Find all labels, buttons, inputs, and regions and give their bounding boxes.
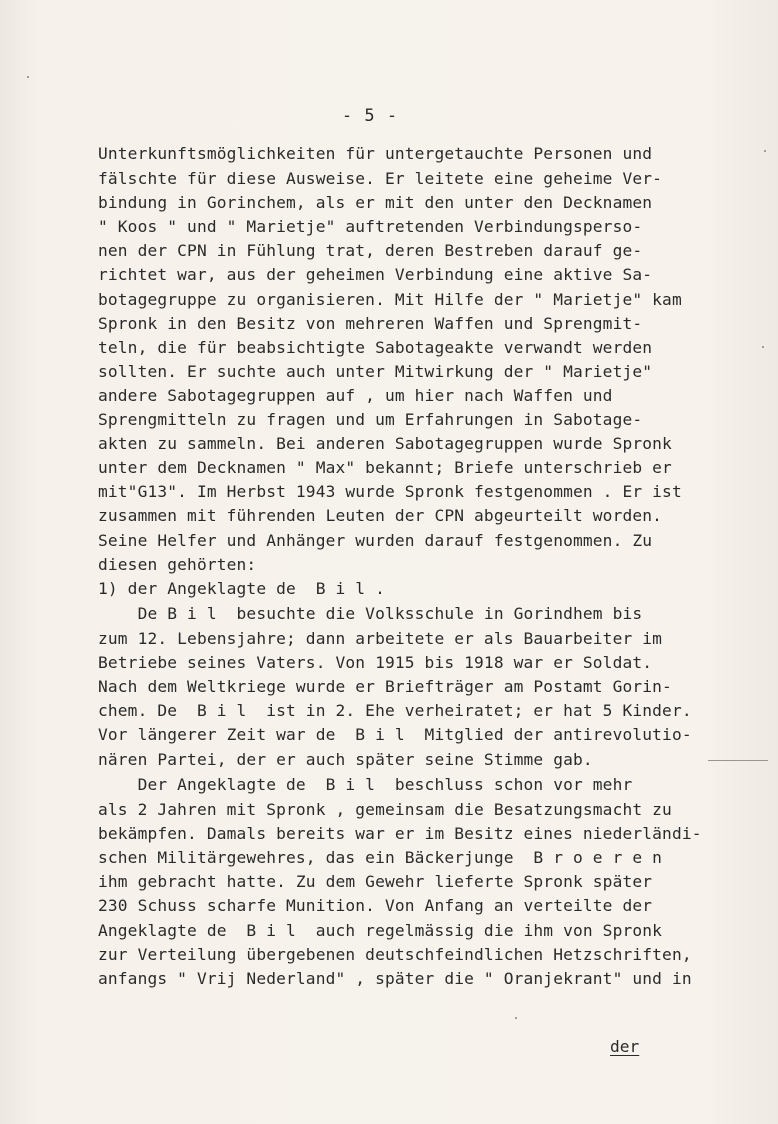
page-number: - 5 - [341, 106, 399, 126]
text-line: Der Angeklagte de B i l beschluss schon vor mehr [98, 775, 633, 794]
text-line: Sprengmitteln zu fragen und um Erfahrungen in Sabotage- [98, 410, 643, 429]
text-line: Seine Helfer und Anhänger wurden darauf festgenommen. Zu [98, 531, 653, 550]
text-line: nen der CPN in Fühlung trat, deren Bestreben darauf ge- [98, 241, 643, 260]
text-line: bekämpfen. Damals bereits war er im Besitz eines niederländi- [98, 824, 702, 843]
text-line: Angeklagte de B i l auch regelmässig die ihm von Spronk [98, 921, 663, 940]
text-line: ihm gebracht hatte. Zu dem Gewehr lieferte Spronk später [98, 872, 653, 891]
text-line: andere Sabotagegruppen auf , um hier nach Waffen und [98, 386, 613, 405]
text-line: fälschte für diese Ausweise. Er leitete eine geheime Ver- [98, 169, 663, 188]
text-line: zusammen mit führenden Leuten der CPN abgeurteilt worden. [98, 506, 663, 525]
paper-speck [27, 76, 29, 78]
text-line: unter dem Decknamen " Max" bekannt; Briefe unterschrieb er [98, 458, 672, 477]
text-line: nären Partei, der er auch später seine Stimme gab. [98, 750, 593, 769]
text-line: diesen gehörten: [98, 555, 257, 574]
text-line: Spronk in den Besitz von mehreren Waffen und Sprengmit- [98, 314, 643, 333]
text-line: zum 12. Lebensjahre; dann arbeitete er als Bauarbeiter im [98, 629, 663, 648]
text-line: teln, die für beabsichtigte Sabotageakte verwandt werden [98, 338, 653, 357]
text-line: anfangs " Vrij Nederland" , später die " Oranjekrant" und in [98, 969, 692, 988]
text-line: mit"G13". Im Herbst 1943 wurde Spronk festgenommen . Er ist [98, 482, 682, 501]
text-line: " Koos " und " Marietje" auftretenden Verbindungsperso- [98, 217, 643, 236]
text-line: schen Militärgewehres, das ein Bäckerjunge B r o e r e n [98, 848, 663, 867]
text-line: als 2 Jahren mit Spronk , gemeinsam die Besatzungsmacht zu [98, 800, 672, 819]
text-line: 1) der Angeklagte de B i l . [98, 579, 385, 598]
text-line: akten zu sammeln. Bei anderen Sabotagegruppen wurde Spronk [98, 434, 672, 453]
text-line: botagegruppe zu organisieren. Mit Hilfe der " Marietje" kam [98, 290, 682, 309]
text-line: zur Verteilung übergebenen deutschfeindlichen Hetzschriften, [98, 945, 692, 964]
text-line: Betriebe seines Vaters. Von 1915 bis 1918 war er Soldat. [98, 653, 653, 672]
paper-speck [515, 1017, 517, 1019]
margin-mark [708, 760, 768, 761]
text-line: sollten. Er suchte auch unter Mitwirkung der " Marietje" [98, 362, 653, 381]
paper-speck [762, 346, 764, 348]
catchword: der [610, 1037, 640, 1056]
text-line: De B i l besuchte die Volksschule in Gorindhem bis [98, 604, 643, 623]
text-line: Vor längerer Zeit war de B i l Mitglied der antirevolutio- [98, 725, 692, 744]
text-line: richtet war, aus der geheimen Verbindung eine aktive Sa- [98, 265, 653, 284]
text-line: chem. De B i l ist in 2. Ehe verheiratet; er hat 5 Kinder. [98, 701, 692, 720]
text-line: 230 Schuss scharfe Munition. Von Anfang an verteilte der [98, 896, 653, 915]
paper-speck [764, 150, 766, 152]
text-line: bindung in Gorinchem, als er mit den unter den Decknamen [98, 193, 653, 212]
text-line: Unterkunftsmöglichkeiten für untergetauchte Personen und [98, 144, 653, 163]
text-line: Nach dem Weltkriege wurde er Briefträger am Postamt Gorin- [98, 677, 672, 696]
